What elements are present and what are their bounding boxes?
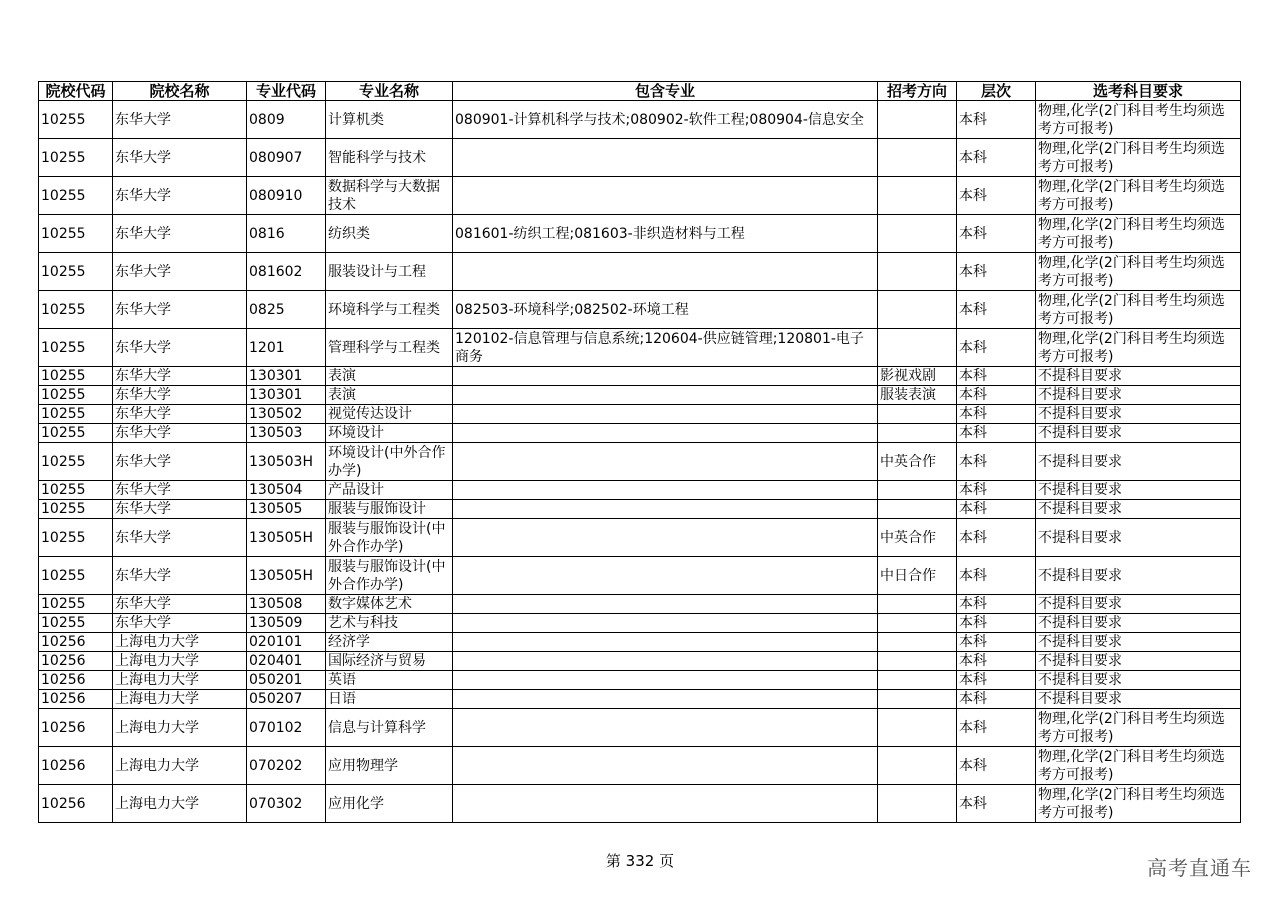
cell-level: 本科 xyxy=(957,253,1036,291)
cell-included-majors xyxy=(453,177,878,215)
cell-major-name: 服装与服饰设计(中外合作办学) xyxy=(326,519,453,557)
cell-included-majors xyxy=(453,595,878,614)
cell-included-majors xyxy=(453,443,878,481)
cell-school-name: 上海电力大学 xyxy=(113,747,247,785)
cell-subject-requirement: 不提科目要求 xyxy=(1036,481,1241,500)
cell-direction xyxy=(878,500,957,519)
cell-school-name: 东华大学 xyxy=(113,481,247,500)
cell-direction xyxy=(878,747,957,785)
cell-major-name: 信息与计算科学 xyxy=(326,709,453,747)
cell-direction xyxy=(878,101,957,139)
table-row xyxy=(39,329,1241,367)
cell-included-majors xyxy=(453,386,878,405)
cell-school-code: 10256 xyxy=(39,747,113,785)
cell-major-code: 080907 xyxy=(247,139,326,177)
cell-school-name: 上海电力大学 xyxy=(113,671,247,690)
cell-school-code: 10255 xyxy=(39,386,113,405)
table-row xyxy=(39,139,1241,177)
cell-major-code: 130503 xyxy=(247,424,326,443)
cell-school-name: 东华大学 xyxy=(113,557,247,595)
cell-level: 本科 xyxy=(957,595,1036,614)
cell-school-code: 10255 xyxy=(39,557,113,595)
cell-direction xyxy=(878,424,957,443)
cell-major-code: 0816 xyxy=(247,215,326,253)
header-school-code: 院校代码 xyxy=(39,82,113,101)
header-row xyxy=(39,82,1241,101)
cell-subject-requirement: 物理,化学(2门科目考生均须选考方可报考) xyxy=(1036,291,1241,329)
cell-subject-requirement: 不提科目要求 xyxy=(1036,652,1241,671)
cell-subject-requirement: 不提科目要求 xyxy=(1036,500,1241,519)
cell-major-name: 环境科学与工程类 xyxy=(326,291,453,329)
cell-major-name: 智能科学与技术 xyxy=(326,139,453,177)
cell-school-code: 10255 xyxy=(39,215,113,253)
cell-subject-requirement: 不提科目要求 xyxy=(1036,690,1241,709)
cell-school-code: 10255 xyxy=(39,443,113,481)
cell-level: 本科 xyxy=(957,709,1036,747)
table-row xyxy=(39,253,1241,291)
cell-direction: 中日合作 xyxy=(878,557,957,595)
cell-school-name: 东华大学 xyxy=(113,291,247,329)
cell-major-code: 050207 xyxy=(247,690,326,709)
cell-level: 本科 xyxy=(957,101,1036,139)
table-row xyxy=(39,709,1241,747)
cell-included-majors xyxy=(453,367,878,386)
cell-school-name: 东华大学 xyxy=(113,614,247,633)
cell-included-majors xyxy=(453,481,878,500)
cell-level: 本科 xyxy=(957,690,1036,709)
cell-major-name: 视觉传达设计 xyxy=(326,405,453,424)
cell-school-code: 10256 xyxy=(39,671,113,690)
table-body xyxy=(39,101,1241,823)
cell-major-code: 080910 xyxy=(247,177,326,215)
cell-major-name: 服装与服饰设计 xyxy=(326,500,453,519)
cell-direction xyxy=(878,253,957,291)
cell-major-code: 130505H xyxy=(247,519,326,557)
cell-direction: 中英合作 xyxy=(878,443,957,481)
cell-subject-requirement: 不提科目要求 xyxy=(1036,386,1241,405)
cell-school-name: 东华大学 xyxy=(113,253,247,291)
cell-school-code: 10256 xyxy=(39,785,113,823)
cell-school-name: 上海电力大学 xyxy=(113,785,247,823)
cell-included-majors: 082503-环境科学;082502-环境工程 xyxy=(453,291,878,329)
admissions-table xyxy=(38,81,1241,823)
cell-major-name: 艺术与科技 xyxy=(326,614,453,633)
table-row xyxy=(39,519,1241,557)
cell-school-code: 10255 xyxy=(39,139,113,177)
cell-level: 本科 xyxy=(957,329,1036,367)
table-row xyxy=(39,557,1241,595)
cell-school-name: 东华大学 xyxy=(113,595,247,614)
cell-level: 本科 xyxy=(957,519,1036,557)
watermark-logo: 高考直通车 xyxy=(1147,856,1252,880)
cell-direction xyxy=(878,614,957,633)
cell-school-code: 10255 xyxy=(39,424,113,443)
cell-school-code: 10255 xyxy=(39,595,113,614)
cell-major-code: 130502 xyxy=(247,405,326,424)
cell-direction xyxy=(878,671,957,690)
cell-major-code: 0825 xyxy=(247,291,326,329)
table-row xyxy=(39,177,1241,215)
cell-major-code: 130505H xyxy=(247,557,326,595)
table-row xyxy=(39,633,1241,652)
cell-subject-requirement: 不提科目要求 xyxy=(1036,595,1241,614)
cell-school-name: 上海电力大学 xyxy=(113,690,247,709)
cell-major-name: 日语 xyxy=(326,690,453,709)
cell-school-name: 上海电力大学 xyxy=(113,709,247,747)
table-row xyxy=(39,747,1241,785)
cell-subject-requirement: 物理,化学(2门科目考生均须选考方可报考) xyxy=(1036,177,1241,215)
table-row xyxy=(39,614,1241,633)
cell-direction xyxy=(878,633,957,652)
cell-subject-requirement: 物理,化学(2门科目考生均须选考方可报考) xyxy=(1036,253,1241,291)
cell-direction xyxy=(878,690,957,709)
cell-school-code: 10255 xyxy=(39,614,113,633)
cell-direction xyxy=(878,595,957,614)
table-row xyxy=(39,215,1241,253)
cell-direction xyxy=(878,291,957,329)
cell-major-code: 0809 xyxy=(247,101,326,139)
cell-included-majors xyxy=(453,139,878,177)
cell-included-majors: 120102-信息管理与信息系统;120604-供应链管理;120801-电子商务 xyxy=(453,329,878,367)
cell-school-code: 10255 xyxy=(39,405,113,424)
cell-major-code: 1201 xyxy=(247,329,326,367)
cell-major-name: 数字媒体艺术 xyxy=(326,595,453,614)
cell-subject-requirement: 不提科目要求 xyxy=(1036,557,1241,595)
cell-school-name: 上海电力大学 xyxy=(113,633,247,652)
table-row xyxy=(39,652,1241,671)
table-row xyxy=(39,595,1241,614)
cell-school-code: 10255 xyxy=(39,367,113,386)
cell-subject-requirement: 不提科目要求 xyxy=(1036,671,1241,690)
cell-direction xyxy=(878,405,957,424)
table-row xyxy=(39,367,1241,386)
cell-major-name: 英语 xyxy=(326,671,453,690)
cell-major-name: 纺织类 xyxy=(326,215,453,253)
cell-subject-requirement: 不提科目要求 xyxy=(1036,614,1241,633)
cell-school-name: 东华大学 xyxy=(113,215,247,253)
cell-level: 本科 xyxy=(957,747,1036,785)
cell-school-code: 10255 xyxy=(39,500,113,519)
table-row xyxy=(39,500,1241,519)
cell-included-majors xyxy=(453,671,878,690)
table-row xyxy=(39,481,1241,500)
cell-school-code: 10255 xyxy=(39,291,113,329)
cell-major-code: 070102 xyxy=(247,709,326,747)
cell-school-code: 10255 xyxy=(39,329,113,367)
cell-level: 本科 xyxy=(957,633,1036,652)
cell-included-majors xyxy=(453,633,878,652)
cell-school-name: 东华大学 xyxy=(113,424,247,443)
cell-school-code: 10256 xyxy=(39,690,113,709)
table-row xyxy=(39,101,1241,139)
page-number: 第 332 页 xyxy=(605,852,675,870)
cell-level: 本科 xyxy=(957,405,1036,424)
cell-included-majors xyxy=(453,652,878,671)
cell-included-majors xyxy=(453,747,878,785)
cell-included-majors xyxy=(453,500,878,519)
cell-school-code: 10256 xyxy=(39,709,113,747)
cell-major-name: 应用化学 xyxy=(326,785,453,823)
cell-included-majors xyxy=(453,690,878,709)
cell-school-code: 10256 xyxy=(39,652,113,671)
cell-subject-requirement: 物理,化学(2门科目考生均须选考方可报考) xyxy=(1036,709,1241,747)
cell-school-name: 东华大学 xyxy=(113,500,247,519)
cell-included-majors xyxy=(453,253,878,291)
cell-direction: 影视戏剧 xyxy=(878,367,957,386)
cell-school-code: 10256 xyxy=(39,633,113,652)
cell-level: 本科 xyxy=(957,215,1036,253)
cell-major-code: 130509 xyxy=(247,614,326,633)
cell-direction xyxy=(878,215,957,253)
cell-major-code: 020401 xyxy=(247,652,326,671)
cell-included-majors xyxy=(453,614,878,633)
cell-level: 本科 xyxy=(957,177,1036,215)
table-row xyxy=(39,690,1241,709)
cell-major-code: 070202 xyxy=(247,747,326,785)
header-level: 层次 xyxy=(957,82,1036,101)
cell-subject-requirement: 物理,化学(2门科目考生均须选考方可报考) xyxy=(1036,747,1241,785)
cell-major-code: 050201 xyxy=(247,671,326,690)
cell-level: 本科 xyxy=(957,291,1036,329)
cell-level: 本科 xyxy=(957,443,1036,481)
cell-included-majors xyxy=(453,557,878,595)
cell-direction: 中英合作 xyxy=(878,519,957,557)
cell-subject-requirement: 不提科目要求 xyxy=(1036,405,1241,424)
header-major-code: 专业代码 xyxy=(247,82,326,101)
table-row xyxy=(39,785,1241,823)
cell-school-name: 东华大学 xyxy=(113,367,247,386)
cell-major-name: 表演 xyxy=(326,367,453,386)
cell-subject-requirement: 物理,化学(2门科目考生均须选考方可报考) xyxy=(1036,139,1241,177)
cell-included-majors: 081601-纺织工程;081603-非织造材料与工程 xyxy=(453,215,878,253)
cell-major-code: 130508 xyxy=(247,595,326,614)
cell-school-name: 东华大学 xyxy=(113,443,247,481)
cell-direction xyxy=(878,481,957,500)
table-row xyxy=(39,291,1241,329)
cell-subject-requirement: 不提科目要求 xyxy=(1036,424,1241,443)
cell-level: 本科 xyxy=(957,367,1036,386)
cell-level: 本科 xyxy=(957,139,1036,177)
cell-subject-requirement: 不提科目要求 xyxy=(1036,519,1241,557)
cell-major-name: 国际经济与贸易 xyxy=(326,652,453,671)
cell-school-name: 东华大学 xyxy=(113,329,247,367)
cell-major-name: 服装与服饰设计(中外合作办学) xyxy=(326,557,453,595)
cell-subject-requirement: 不提科目要求 xyxy=(1036,633,1241,652)
cell-subject-requirement: 物理,化学(2门科目考生均须选考方可报考) xyxy=(1036,215,1241,253)
cell-major-name: 环境设计(中外合作办学) xyxy=(326,443,453,481)
cell-major-code: 130505 xyxy=(247,500,326,519)
cell-included-majors: 080901-计算机科学与技术;080902-软件工程;080904-信息安全 xyxy=(453,101,878,139)
cell-level: 本科 xyxy=(957,424,1036,443)
cell-major-code: 070302 xyxy=(247,785,326,823)
header-included-majors: 包含专业 xyxy=(453,82,878,101)
cell-major-name: 数据科学与大数据技术 xyxy=(326,177,453,215)
header-school-name: 院校名称 xyxy=(113,82,247,101)
cell-subject-requirement: 不提科目要求 xyxy=(1036,367,1241,386)
cell-school-name: 东华大学 xyxy=(113,177,247,215)
cell-major-name: 表演 xyxy=(326,386,453,405)
cell-level: 本科 xyxy=(957,671,1036,690)
cell-subject-requirement: 不提科目要求 xyxy=(1036,443,1241,481)
cell-school-code: 10255 xyxy=(39,253,113,291)
cell-level: 本科 xyxy=(957,785,1036,823)
cell-level: 本科 xyxy=(957,481,1036,500)
cell-level: 本科 xyxy=(957,614,1036,633)
cell-level: 本科 xyxy=(957,652,1036,671)
cell-direction xyxy=(878,785,957,823)
cell-direction xyxy=(878,139,957,177)
cell-school-name: 东华大学 xyxy=(113,101,247,139)
cell-major-name: 服装设计与工程 xyxy=(326,253,453,291)
cell-school-code: 10255 xyxy=(39,177,113,215)
cell-level: 本科 xyxy=(957,500,1036,519)
cell-direction xyxy=(878,329,957,367)
cell-major-code: 020101 xyxy=(247,633,326,652)
cell-included-majors xyxy=(453,709,878,747)
cell-level: 本科 xyxy=(957,386,1036,405)
header-subject-requirement: 选考科目要求 xyxy=(1036,82,1241,101)
table-row xyxy=(39,443,1241,481)
cell-direction xyxy=(878,709,957,747)
cell-major-code: 130504 xyxy=(247,481,326,500)
cell-school-name: 上海电力大学 xyxy=(113,652,247,671)
cell-major-code: 130301 xyxy=(247,386,326,405)
cell-school-name: 东华大学 xyxy=(113,405,247,424)
cell-school-code: 10255 xyxy=(39,481,113,500)
table-row xyxy=(39,405,1241,424)
cell-included-majors xyxy=(453,424,878,443)
cell-major-code: 081602 xyxy=(247,253,326,291)
header-major-name: 专业名称 xyxy=(326,82,453,101)
cell-major-name: 应用物理学 xyxy=(326,747,453,785)
cell-school-name: 东华大学 xyxy=(113,386,247,405)
cell-major-name: 计算机类 xyxy=(326,101,453,139)
cell-major-name: 产品设计 xyxy=(326,481,453,500)
cell-major-name: 环境设计 xyxy=(326,424,453,443)
cell-school-name: 东华大学 xyxy=(113,519,247,557)
cell-school-code: 10255 xyxy=(39,101,113,139)
cell-major-code: 130503H xyxy=(247,443,326,481)
cell-level: 本科 xyxy=(957,557,1036,595)
cell-included-majors xyxy=(453,405,878,424)
table-row xyxy=(39,424,1241,443)
cell-direction xyxy=(878,652,957,671)
cell-subject-requirement: 物理,化学(2门科目考生均须选考方可报考) xyxy=(1036,785,1241,823)
table-row xyxy=(39,386,1241,405)
cell-major-name: 管理科学与工程类 xyxy=(326,329,453,367)
cell-subject-requirement: 物理,化学(2门科目考生均须选考方可报考) xyxy=(1036,101,1241,139)
cell-direction xyxy=(878,177,957,215)
table-row xyxy=(39,671,1241,690)
cell-subject-requirement: 物理,化学(2门科目考生均须选考方可报考) xyxy=(1036,329,1241,367)
cell-included-majors xyxy=(453,519,878,557)
cell-included-majors xyxy=(453,785,878,823)
cell-school-name: 东华大学 xyxy=(113,139,247,177)
header-direction: 招考方向 xyxy=(878,82,957,101)
cell-direction: 服装表演 xyxy=(878,386,957,405)
cell-school-code: 10255 xyxy=(39,519,113,557)
cell-major-code: 130301 xyxy=(247,367,326,386)
cell-major-name: 经济学 xyxy=(326,633,453,652)
